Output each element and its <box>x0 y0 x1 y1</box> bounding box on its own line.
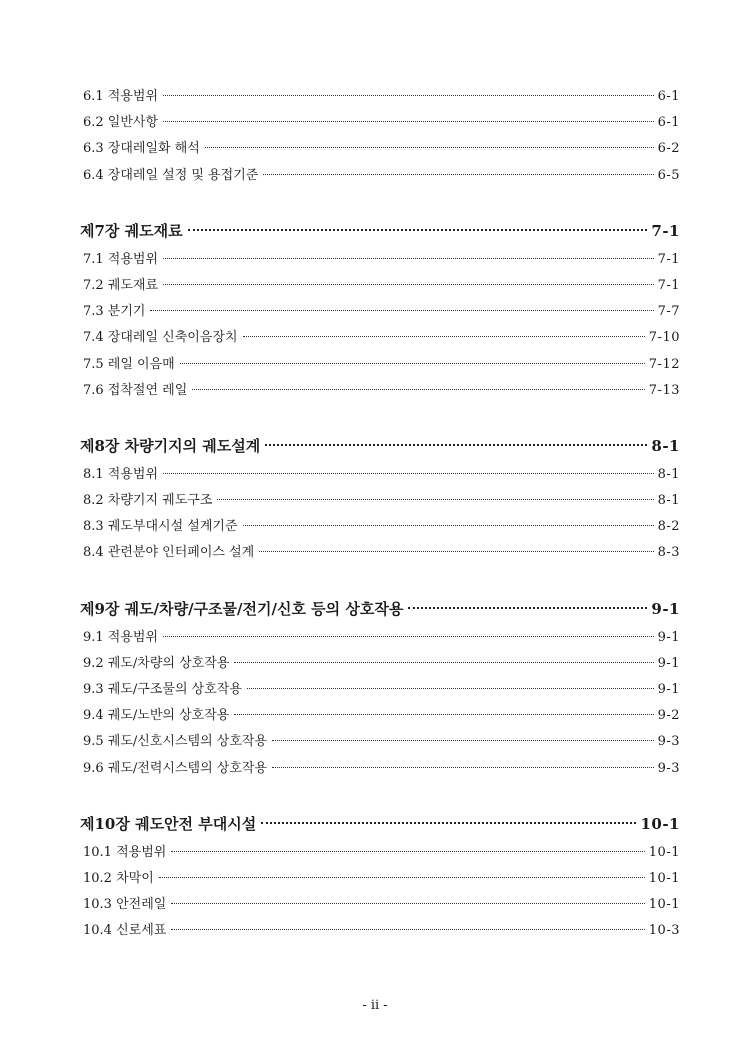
toc-section-entry[interactable] <box>80 729 680 755</box>
dot-leader <box>163 258 654 259</box>
toc-entry-title: 9.5 궤도/신호시스템의 상호작용 <box>83 734 268 750</box>
toc-page-number: 7-1 <box>657 251 680 267</box>
toc-entry-title: 6.4 장대레일 설정 및 용접기준 <box>83 167 259 183</box>
dot-leader <box>265 444 647 446</box>
dot-leader <box>163 284 654 285</box>
toc-page-number: 9-1 <box>657 629 680 645</box>
toc-page-number: 8-1 <box>657 466 680 482</box>
dot-leader <box>408 607 647 609</box>
toc-page-number: 6-5 <box>657 167 680 183</box>
toc-chapter-entry[interactable] <box>80 215 680 247</box>
toc-section-entry[interactable] <box>80 462 680 488</box>
toc-chapter-entry[interactable] <box>80 593 680 625</box>
dot-leader <box>272 767 654 768</box>
toc-entry-title: 8.1 적용범위 <box>83 466 159 482</box>
toc-section-entry[interactable] <box>80 163 680 189</box>
toc-section-entry[interactable] <box>80 488 680 514</box>
toc-page-number: 7-13 <box>648 382 680 398</box>
dot-leader <box>247 688 654 689</box>
toc-section-entry[interactable] <box>80 110 680 136</box>
dot-leader <box>171 929 644 930</box>
toc-page-number: 8-2 <box>657 519 680 535</box>
toc-entry-title: 8.3 궤도부대시설 설계기준 <box>83 519 238 535</box>
toc-page-number: 10-1 <box>648 844 680 860</box>
dot-leader <box>171 903 644 904</box>
toc-section-entry[interactable] <box>80 378 680 404</box>
toc-entry-title: 7.4 장대레일 신축이음장치 <box>83 330 238 346</box>
toc-section-entry[interactable] <box>80 299 680 325</box>
toc-section-entry[interactable] <box>80 84 680 110</box>
dot-leader <box>259 551 653 552</box>
dot-leader <box>234 662 653 663</box>
dot-leader <box>163 473 654 474</box>
toc-entry-title: 제8장 차량기지의 궤도설계 <box>80 436 261 455</box>
toc-entry-title: 6.3 장대레일화 해석 <box>83 141 200 157</box>
dot-leader <box>163 95 654 96</box>
toc-section-entry[interactable] <box>80 918 680 944</box>
toc-entry-title: 제9장 궤도/차량/구조물/전기/신호 등의 상호작용 <box>80 599 404 618</box>
dot-leader <box>159 877 645 878</box>
toc-section-entry[interactable] <box>80 866 680 892</box>
toc-entry-title: 6.2 일반사항 <box>83 115 159 131</box>
toc-section-entry[interactable] <box>80 247 680 273</box>
toc-entry-title: 7.5 레일 이음매 <box>83 356 175 372</box>
toc-entry-title: 9.4 궤도/노반의 상호작용 <box>83 708 230 724</box>
toc-page-number: 10-3 <box>648 923 680 939</box>
toc-page-number: 9-1 <box>657 655 680 671</box>
toc-entry-title: 7.6 접착절연 레일 <box>83 382 188 398</box>
toc-page-number: 9-3 <box>657 734 680 750</box>
toc-section-entry[interactable] <box>80 651 680 677</box>
toc-section-entry[interactable] <box>80 136 680 162</box>
dot-leader <box>217 499 653 500</box>
toc-page-number: 10-1 <box>648 897 680 913</box>
toc-section-entry[interactable] <box>80 677 680 703</box>
toc-page-number: 7-1 <box>657 277 680 293</box>
toc-entry-title: 8.2 차량기지 궤도구조 <box>83 493 213 509</box>
table-of-contents <box>80 84 680 945</box>
toc-chapter-entry[interactable] <box>80 430 680 462</box>
dot-leader <box>171 851 644 852</box>
toc-page-number: 7-10 <box>648 330 680 346</box>
toc-entry-title: 10.2 차막이 <box>83 870 154 886</box>
toc-page-number: 9-1 <box>651 599 680 618</box>
dot-leader <box>163 121 654 122</box>
toc-section-entry[interactable] <box>80 840 680 866</box>
toc-entry-title: 9.3 궤도/구조물의 상호작용 <box>83 682 242 697</box>
toc-entry-title: 9.2 궤도/차량의 상호작용 <box>83 655 230 671</box>
dot-leader <box>180 363 645 364</box>
toc-page-number: 7-7 <box>657 304 680 320</box>
dot-leader <box>243 525 654 526</box>
toc-page-number: 10-1 <box>640 814 680 833</box>
toc-entry-title: 8.4 관련분야 인터페이스 설계 <box>83 545 255 561</box>
page-number: - ii - <box>362 998 388 1013</box>
dot-leader <box>263 174 653 175</box>
toc-entry-title: 제7장 궤도재료 <box>80 221 183 240</box>
toc-page-number: 9-2 <box>657 708 680 724</box>
toc-entry-title: 7.1 적용범위 <box>83 251 159 267</box>
dot-leader <box>272 740 654 741</box>
toc-page-number: 6-1 <box>657 115 680 131</box>
toc-entry-title: 7.2 궤도재료 <box>83 277 159 293</box>
toc-section-entry[interactable] <box>80 273 680 299</box>
toc-page-number: 8-1 <box>657 493 680 509</box>
dot-leader <box>192 389 644 390</box>
toc-page-number: 9-3 <box>657 760 680 776</box>
toc-chapter-entry[interactable] <box>80 808 680 840</box>
toc-entry-title: 9.1 적용범위 <box>83 629 159 645</box>
toc-entry-title: 10.4 신로세표 <box>83 923 167 939</box>
toc-page-number: 8-1 <box>651 436 680 455</box>
toc-section-entry[interactable] <box>80 756 680 782</box>
dot-leader <box>205 147 654 148</box>
toc-entry-title: 7.3 분기기 <box>83 304 146 320</box>
toc-page-number: 8-3 <box>657 545 680 561</box>
toc-section-entry[interactable] <box>80 625 680 651</box>
toc-entry-title: 9.6 궤도/전력시스템의 상호작용 <box>83 760 268 776</box>
toc-page-number: 7-12 <box>648 356 680 372</box>
toc-page-number: 7-1 <box>651 221 680 240</box>
toc-section-entry[interactable] <box>80 352 680 378</box>
toc-page-number: 6-1 <box>657 89 680 104</box>
dot-leader <box>150 310 653 311</box>
toc-page-number: 6-2 <box>657 141 680 157</box>
dot-leader <box>234 714 653 715</box>
toc-entry-title: 6.1 적용범위 <box>83 89 159 104</box>
toc-section-entry[interactable] <box>80 892 680 918</box>
toc-page-number: 10-1 <box>648 870 680 886</box>
dot-leader <box>163 636 654 637</box>
dot-leader <box>261 822 636 824</box>
toc-section-entry[interactable] <box>80 325 680 351</box>
dot-leader <box>188 229 648 231</box>
dot-leader <box>243 336 645 337</box>
toc-section-entry[interactable] <box>80 703 680 729</box>
toc-page-number: 9-1 <box>657 682 680 697</box>
toc-entry-title: 제10장 궤도안전 부대시설 <box>80 814 257 833</box>
toc-entry-title: 10.1 적용범위 <box>83 844 167 860</box>
toc-section-entry[interactable] <box>80 514 680 540</box>
toc-section-entry[interactable] <box>80 540 680 566</box>
toc-entry-title: 10.3 안전레일 <box>83 897 167 913</box>
